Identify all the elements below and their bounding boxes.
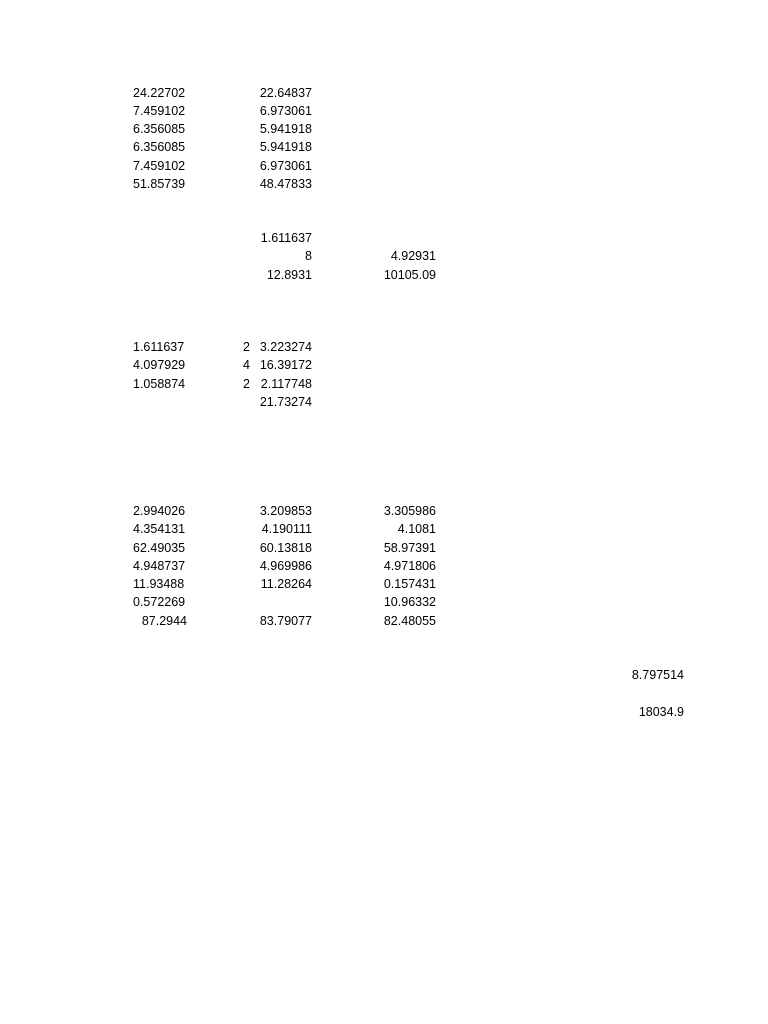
cell-b4-r3-c: 60.13818	[259, 541, 312, 555]
cell-b5-v2: 18034.9	[638, 705, 684, 719]
cell-b2-r3-e: 10105.09	[383, 268, 436, 282]
cell-b1-r1-a: 24.22702	[133, 86, 186, 100]
cell-b4-r1-c: 3.209853	[259, 504, 312, 518]
cell-b3-r2-c: 16.39172	[259, 358, 312, 372]
cell-b3-r1-a: 1.611637	[133, 340, 185, 354]
cell-b1-r5-c: 6.973061	[259, 159, 312, 173]
cell-b3-r3-b: 2	[243, 377, 250, 391]
cell-b2-r2-e: 4.92931	[390, 249, 436, 263]
cell-b4-r3-a: 62.49035	[133, 541, 186, 555]
cell-b4-r7-a: 87.2944	[141, 614, 187, 628]
cell-b4-r6-e: 10.96332	[383, 595, 436, 609]
cell-b1-r6-a: 51.85739	[133, 177, 186, 191]
cell-b4-r1-a: 2.994026	[133, 504, 186, 518]
cell-b3-r3-a: 1.058874	[133, 377, 186, 391]
cell-b4-r3-e: 58.97391	[383, 541, 436, 555]
cell-b4-r4-c: 4.969986	[259, 559, 312, 573]
cell-b4-r4-a: 4.948737	[133, 559, 186, 573]
cell-b4-r2-c: 4.190111	[261, 522, 312, 536]
cell-b1-r4-a: 6.356085	[133, 140, 186, 154]
cell-b1-r1-c: 22.64837	[259, 86, 312, 100]
cell-b5-v1: 8.797514	[631, 668, 684, 682]
cell-b4-r2-a: 4.354131	[133, 522, 186, 536]
cell-b1-r2-c: 6.973061	[259, 104, 312, 118]
cell-b1-r4-c: 5.941918	[259, 140, 312, 154]
cell-b2-r2-c: 8	[305, 249, 312, 263]
cell-b4-r7-e: 82.48055	[383, 614, 436, 628]
cell-b2-r1-c: 1.611637	[260, 231, 312, 245]
cell-b4-r5-a: 11.93488	[133, 577, 185, 591]
cell-b1-r5-a: 7.459102	[133, 159, 186, 173]
cell-b3-r1-c: 3.223274	[259, 340, 312, 354]
cell-b4-r4-e: 4.971806	[383, 559, 436, 573]
cell-b4-r6-a: 0.572269	[133, 595, 186, 609]
cell-b1-r6-c: 48.47833	[259, 177, 312, 191]
cell-b3-r1-b: 2	[243, 340, 250, 354]
cell-b1-r3-a: 6.356085	[133, 122, 186, 136]
cell-b3-r4-c: 21.73274	[259, 395, 312, 409]
cell-b1-r3-c: 5.941918	[259, 122, 312, 136]
cell-b4-r2-e: 4.1081	[397, 522, 436, 536]
cell-b4-r5-c: 11.28264	[260, 577, 312, 591]
cell-b4-r5-e: 0.157431	[383, 577, 436, 591]
cell-b3-r3-c: 2.117748	[260, 377, 312, 391]
cell-b4-r1-e: 3.305986	[383, 504, 436, 518]
cell-b3-r2-b: 4	[243, 358, 250, 372]
cell-b3-r2-a: 4.097929	[133, 358, 186, 372]
cell-b4-r7-c: 83.79077	[259, 614, 312, 628]
cell-b1-r2-a: 7.459102	[133, 104, 186, 118]
cell-b2-r3-c: 12.8931	[266, 268, 312, 282]
